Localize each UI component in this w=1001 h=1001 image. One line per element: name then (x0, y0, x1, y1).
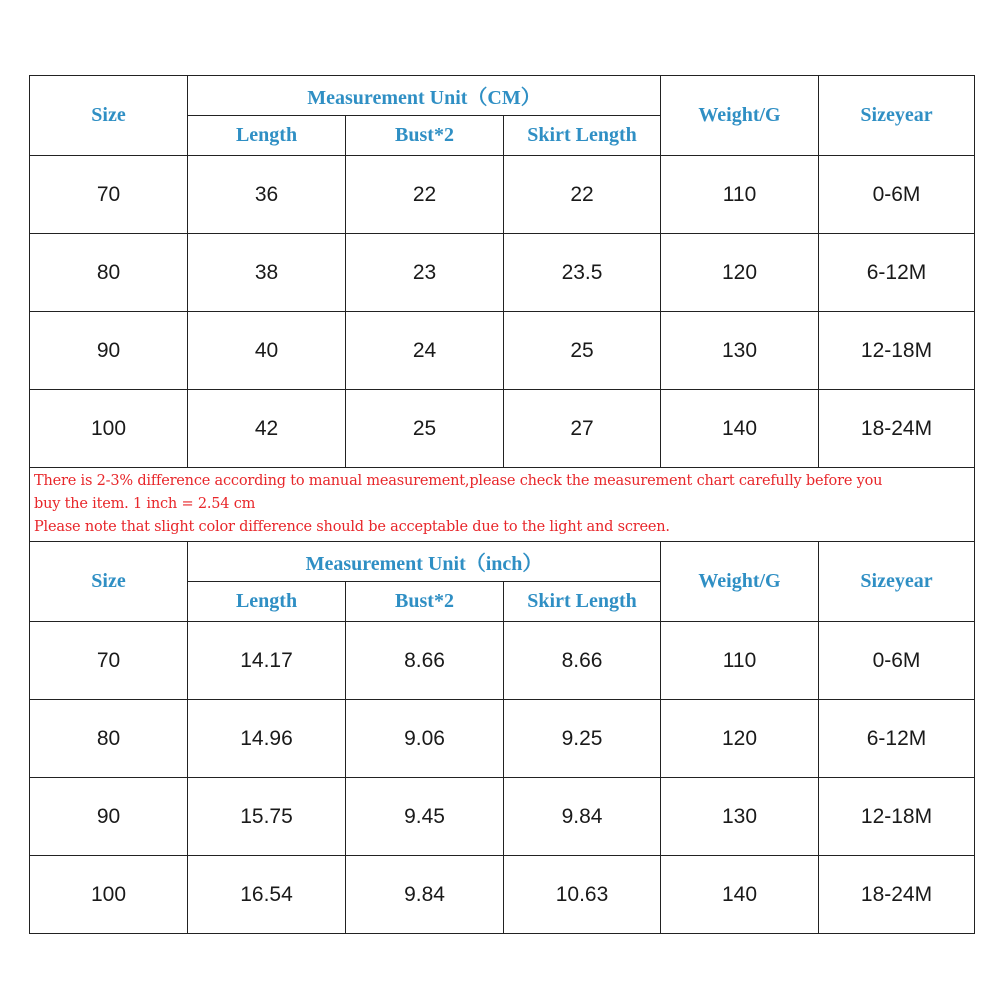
inch-size-header: Size (30, 542, 188, 622)
length-cell: 16.54 (188, 856, 346, 934)
length-cell: 42 (188, 390, 346, 468)
skirt-cell: 10.63 (504, 856, 661, 934)
skirt-cell: 22 (504, 156, 661, 234)
table-row (30, 700, 975, 778)
length-cell: 15.75 (188, 778, 346, 856)
sizeyear-cell: 18-24M (819, 390, 975, 468)
length-cell: 36 (188, 156, 346, 234)
sizeyear-cell: 0-6M (819, 156, 975, 234)
weight-cell: 130 (661, 778, 819, 856)
cm-sizeyear-header: Sizeyear (819, 76, 975, 156)
inch-group-title: Measurement Unit（inch） (188, 542, 661, 582)
sizeyear-cell: 6-12M (819, 234, 975, 312)
size-cell: 70 (30, 156, 188, 234)
inch-bust-header: Bust*2 (346, 582, 504, 622)
size-cell: 80 (30, 700, 188, 778)
weight-cell: 140 (661, 856, 819, 934)
cm-group-title: Measurement Unit（CM） (188, 76, 661, 116)
length-cell: 14.17 (188, 622, 346, 700)
inch-sizeyear-header: Sizeyear (819, 542, 975, 622)
table-row (30, 234, 975, 312)
inch-header-row (30, 542, 975, 582)
table-row (30, 156, 975, 234)
weight-cell: 120 (661, 700, 819, 778)
weight-cell: 120 (661, 234, 819, 312)
sizeyear-cell: 18-24M (819, 856, 975, 934)
sizeyear-cell: 6-12M (819, 700, 975, 778)
weight-cell: 140 (661, 390, 819, 468)
note-row (30, 468, 975, 542)
bust-cell: 9.06 (346, 700, 504, 778)
weight-cell: 110 (661, 622, 819, 700)
sizeyear-cell: 12-18M (819, 778, 975, 856)
skirt-cell: 9.84 (504, 778, 661, 856)
cm-weight-header: Weight/G (661, 76, 819, 156)
length-cell: 38 (188, 234, 346, 312)
weight-cell: 130 (661, 312, 819, 390)
bust-cell: 24 (346, 312, 504, 390)
table-row (30, 390, 975, 468)
length-cell: 14.96 (188, 700, 346, 778)
skirt-cell: 9.25 (504, 700, 661, 778)
size-chart-table (29, 75, 975, 934)
size-cell: 80 (30, 234, 188, 312)
bust-cell: 8.66 (346, 622, 504, 700)
skirt-cell: 8.66 (504, 622, 661, 700)
cm-bust-header: Bust*2 (346, 116, 504, 156)
bust-cell: 9.45 (346, 778, 504, 856)
measurement-note (30, 468, 975, 542)
inch-weight-header: Weight/G (661, 542, 819, 622)
bust-cell: 9.84 (346, 856, 504, 934)
bust-cell: 23 (346, 234, 504, 312)
table-row (30, 622, 975, 700)
cm-header-row (30, 76, 975, 116)
sizeyear-cell: 0-6M (819, 622, 975, 700)
table-row (30, 312, 975, 390)
cm-length-header: Length (188, 116, 346, 156)
note-line-3: Please note that slight color difference should be acceptable due to the light and screen. (34, 519, 670, 535)
length-cell: 40 (188, 312, 346, 390)
bust-cell: 22 (346, 156, 504, 234)
skirt-cell: 23.5 (504, 234, 661, 312)
skirt-cell: 27 (504, 390, 661, 468)
size-cell: 90 (30, 312, 188, 390)
size-cell: 70 (30, 622, 188, 700)
size-cell: 100 (30, 856, 188, 934)
bust-cell: 25 (346, 390, 504, 468)
table-row (30, 778, 975, 856)
table-row (30, 856, 975, 934)
inch-length-header: Length (188, 582, 346, 622)
cm-skirt-header: Skirt Length (504, 116, 661, 156)
cm-size-header: Size (30, 76, 188, 156)
size-cell: 90 (30, 778, 188, 856)
weight-cell: 110 (661, 156, 819, 234)
note-line-1: There is 2-3% difference according to manual measurement,please check the measurement chart carefully before you (34, 473, 883, 489)
skirt-cell: 25 (504, 312, 661, 390)
sizeyear-cell: 12-18M (819, 312, 975, 390)
inch-skirt-header: Skirt Length (504, 582, 661, 622)
note-line-2: buy the item. 1 inch = 2.54 cm (34, 496, 256, 512)
size-cell: 100 (30, 390, 188, 468)
